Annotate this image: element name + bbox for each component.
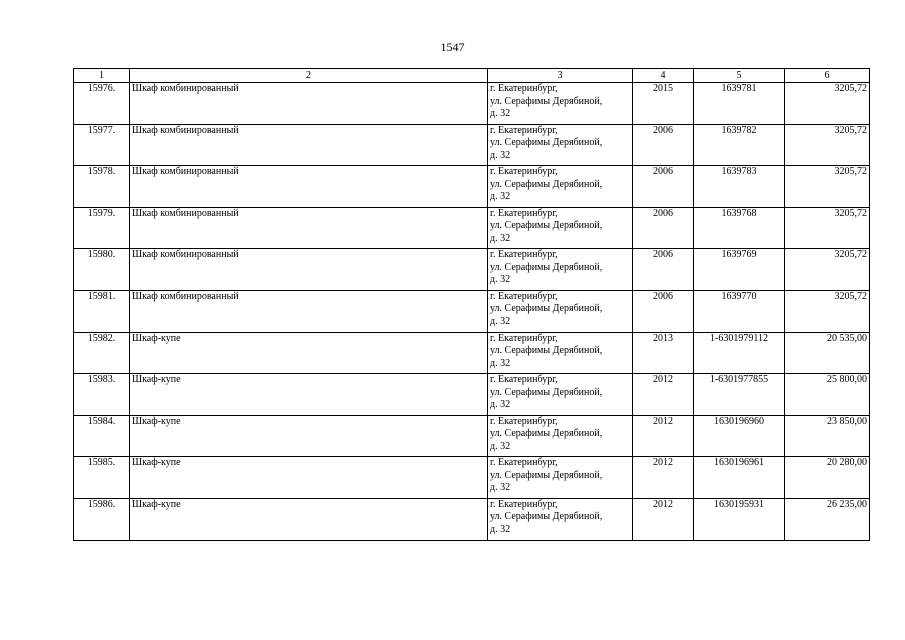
address-line: д. 32 — [490, 315, 511, 327]
address-line: г. Екатеринбург, — [490, 290, 558, 302]
address-line: ул. Серафимы Дерябиной, — [490, 303, 603, 315]
address-line: г. Екатеринбург, — [490, 498, 558, 510]
address-line: г. Екатеринбург, — [490, 207, 558, 219]
item-name: Шкаф-купе — [130, 457, 488, 499]
address-line: ул. Серафимы Дерябиной, — [490, 469, 603, 481]
address-line: д. 32 — [490, 399, 511, 411]
table-row — [74, 166, 870, 208]
row-number: 15984. — [74, 415, 130, 457]
item-inventory-number: 1639769 — [694, 249, 785, 291]
address-line: ул. Серафимы Дерябиной, — [490, 345, 603, 357]
item-inventory-number: 1-6301977855 — [694, 374, 785, 416]
item-name: Шкаф комбинированный — [130, 207, 488, 249]
item-address — [488, 415, 633, 457]
item-name: Шкаф-купе — [130, 498, 488, 540]
item-cost: 23 850,00 — [785, 415, 870, 457]
item-name: Шкаф комбинированный — [130, 290, 488, 332]
table-row — [74, 290, 870, 332]
address-line: ул. Серафимы Дерябиной, — [490, 511, 603, 523]
address-line: д. 32 — [490, 108, 511, 119]
column-header: 3 — [488, 69, 633, 83]
address-line: г. Екатеринбург, — [490, 249, 558, 261]
address-line: д. 32 — [490, 357, 511, 369]
item-year: 2006 — [633, 166, 694, 208]
address-line: ул. Серафимы Дерябиной, — [490, 428, 603, 440]
table-row — [74, 374, 870, 416]
item-cost: 3205,72 — [785, 83, 870, 125]
item-inventory-number: 1-6301979112 — [694, 332, 785, 374]
row-number: 15981. — [74, 290, 130, 332]
table-body — [74, 83, 870, 541]
item-cost: 3205,72 — [785, 124, 870, 166]
address-line: ул. Серафимы Дерябиной, — [490, 220, 603, 232]
item-cost: 26 235,00 — [785, 498, 870, 540]
address-line: ул. Серафимы Дерябиной, — [490, 137, 603, 149]
address-line: ул. Серафимы Дерябиной, — [490, 178, 603, 190]
table-row — [74, 415, 870, 457]
address-line: г. Екатеринбург, — [490, 374, 558, 386]
item-address — [488, 374, 633, 416]
item-address — [488, 83, 633, 125]
item-year: 2012 — [633, 457, 694, 499]
row-number: 15982. — [74, 332, 130, 374]
address-line: д. 32 — [490, 232, 511, 244]
item-address — [488, 124, 633, 166]
row-number: 15985. — [74, 457, 130, 499]
item-address — [488, 457, 633, 499]
item-name: Шкаф-купе — [130, 415, 488, 457]
item-year: 2015 — [633, 83, 694, 125]
item-inventory-number: 1639783 — [694, 166, 785, 208]
item-name: Шкаф комбинированный — [130, 124, 488, 166]
item-cost: 3205,72 — [785, 290, 870, 332]
table-row — [74, 83, 870, 125]
item-address — [488, 498, 633, 540]
item-address — [488, 290, 633, 332]
item-name: Шкаф-купе — [130, 332, 488, 374]
item-inventory-number: 1630196961 — [694, 457, 785, 499]
property-registry-table — [73, 68, 870, 541]
column-header: 2 — [130, 69, 488, 83]
table-row — [74, 249, 870, 291]
item-year: 2006 — [633, 207, 694, 249]
row-number: 15977. — [74, 124, 130, 166]
table-row — [74, 498, 870, 540]
address-line: г. Екатеринбург, — [490, 83, 558, 94]
address-line: г. Екатеринбург, — [490, 166, 558, 178]
item-name: Шкаф комбинированный — [130, 83, 488, 125]
page-number: 1547 — [440, 40, 465, 54]
address-line: д. 32 — [490, 482, 511, 494]
item-year: 2006 — [633, 290, 694, 332]
row-number: 15976. — [74, 83, 130, 125]
table-row — [74, 207, 870, 249]
row-number: 15986. — [74, 498, 130, 540]
table-row — [74, 332, 870, 374]
item-year: 2013 — [633, 332, 694, 374]
column-number-row — [74, 69, 870, 83]
item-address — [488, 332, 633, 374]
address-line: д. 32 — [490, 149, 511, 161]
item-inventory-number: 1639770 — [694, 290, 785, 332]
address-line: ул. Серафимы Дерябиной, — [490, 261, 603, 273]
item-year: 2012 — [633, 498, 694, 540]
address-line: ул. Серафимы Дерябиной, — [490, 95, 603, 107]
item-inventory-number: 1630196960 — [694, 415, 785, 457]
item-cost: 3205,72 — [785, 207, 870, 249]
item-cost: 20 280,00 — [785, 457, 870, 499]
item-name: Шкаф-купе — [130, 374, 488, 416]
row-number: 15978. — [74, 166, 130, 208]
address-line: г. Екатеринбург, — [490, 332, 558, 344]
address-line: г. Екатеринбург, — [490, 415, 558, 427]
address-line: д. 32 — [490, 440, 511, 452]
item-cost: 3205,72 — [785, 166, 870, 208]
address-line: г. Екатеринбург, — [490, 457, 558, 469]
item-inventory-number: 1630195931 — [694, 498, 785, 540]
item-name: Шкаф комбинированный — [130, 166, 488, 208]
row-number: 15979. — [74, 207, 130, 249]
item-address — [488, 207, 633, 249]
item-cost: 20 535,00 — [785, 332, 870, 374]
item-cost: 25 800,00 — [785, 374, 870, 416]
column-header: 1 — [74, 69, 130, 83]
item-year: 2006 — [633, 124, 694, 166]
item-cost: 3205,72 — [785, 249, 870, 291]
row-number: 15983. — [74, 374, 130, 416]
item-address — [488, 166, 633, 208]
row-number: 15980. — [74, 249, 130, 291]
item-year: 2012 — [633, 374, 694, 416]
item-inventory-number: 1639782 — [694, 124, 785, 166]
column-header: 4 — [633, 69, 694, 83]
item-address — [488, 249, 633, 291]
item-year: 2006 — [633, 249, 694, 291]
item-inventory-number: 1639768 — [694, 207, 785, 249]
address-line: д. 32 — [490, 274, 511, 286]
item-year: 2012 — [633, 415, 694, 457]
table-row — [74, 124, 870, 166]
table-row — [74, 457, 870, 499]
address-line: ул. Серафимы Дерябиной, — [490, 386, 603, 398]
item-inventory-number: 1639781 — [694, 83, 785, 125]
address-line: д. 32 — [490, 191, 511, 203]
address-line: г. Екатеринбург, — [490, 124, 558, 136]
item-name: Шкаф комбинированный — [130, 249, 488, 291]
column-header: 6 — [785, 69, 870, 83]
column-header: 5 — [694, 69, 785, 83]
address-line: д. 32 — [490, 523, 511, 535]
